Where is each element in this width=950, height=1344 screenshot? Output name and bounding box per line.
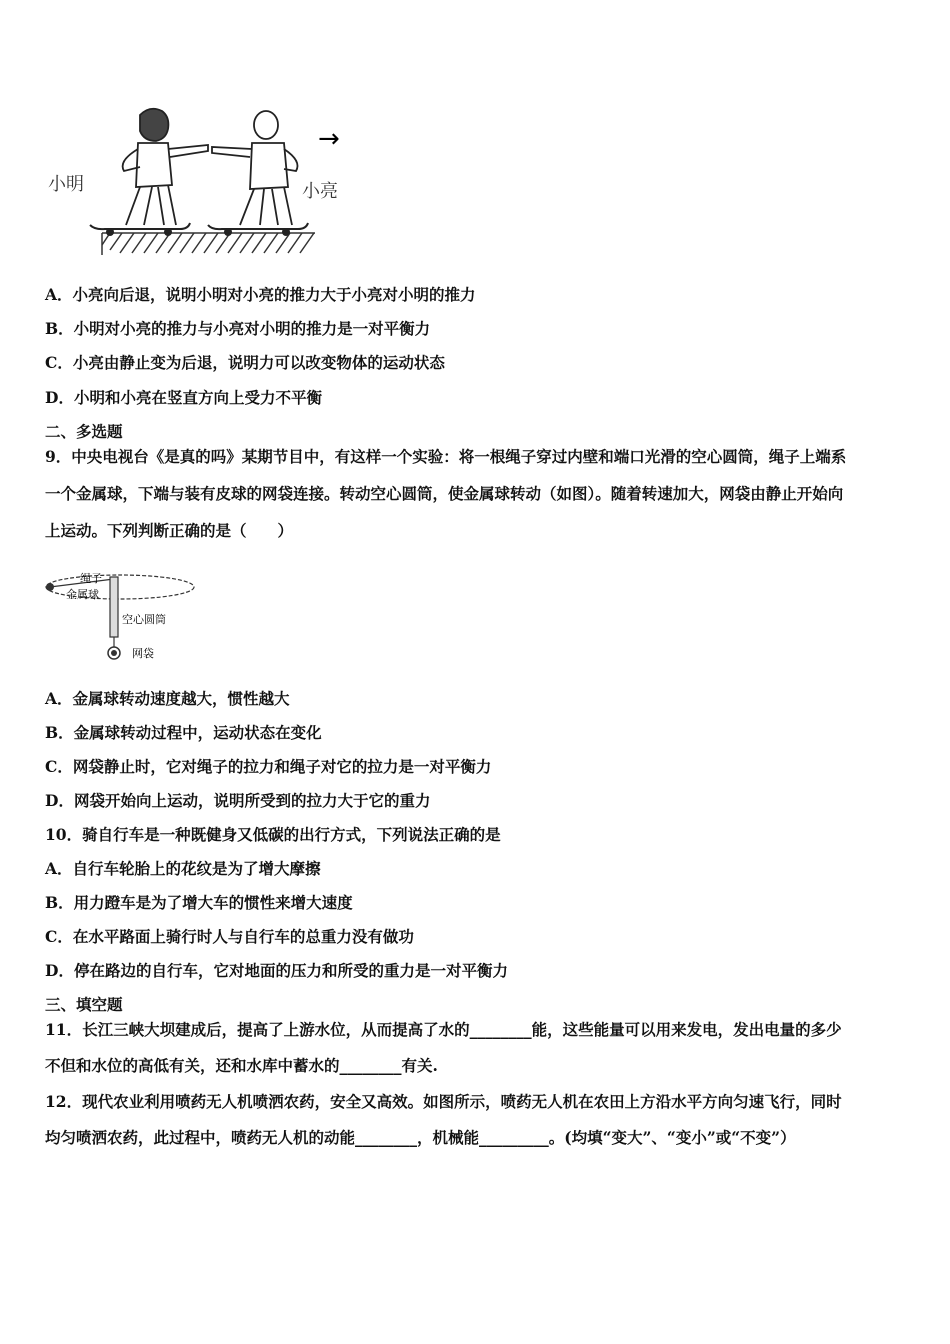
rotating-tube-figure [42, 565, 202, 665]
q11-line2: 不但和水位的高低有关，还和水库中蓄水的________有关. [45, 1056, 438, 1075]
q12-line1: 12．现代农业利用喷药无人机喷洒农药，安全又高效。如图所示，喷药无人机在农田上方沿水平方向匀速飞行，同时 [45, 1092, 842, 1111]
q12-line2: 均匀喷洒农药，此过程中，喷药无人机的动能________，机械能_________。(均填“变大”、“变小”或“不变”） [45, 1128, 796, 1147]
person-xiaoming [123, 109, 208, 225]
label-xiaoming: 小明 [48, 174, 84, 195]
q9-stem-line3: 上运动。下列判断正确的是（ ） [45, 521, 294, 540]
label-hollow-tube: 空心圆筒 [122, 613, 166, 626]
q9-option-a: A．金属球转动速度越大，惯性越大 [45, 689, 290, 708]
hollow-tube-shape [110, 577, 118, 637]
q10-option-b: B．用力蹬车是为了增大车的惯性来增大速度 [45, 893, 353, 912]
q11-line1: 11．长江三峡大坝建成后，提高了上游水位，从而提高了水的________能，这些能量可以用来发电，发出电量的多少 [45, 1020, 842, 1039]
q10-stem: 10．骑自行车是一种既健身又低碳的出行方式，下列说法正确的是 [45, 825, 501, 844]
label-xiaoliang: 小亮 [302, 181, 338, 202]
section-heading-fill-blank: 三、填空题 [45, 995, 123, 1014]
label-metal-ball: 金属球 [66, 588, 99, 601]
q8-option-c: C．小亮由静止变为后退，说明力可以改变物体的运动状态 [45, 353, 445, 372]
q8-option-b: B．小明对小亮的推力与小亮对小明的推力是一对平衡力 [45, 319, 431, 338]
q9-stem-line1: 9．中央电视台《是真的吗》某期节目中，有这样一个实验：将一根绳子穿过内壁和端口光滑的空心圆筒，绳子上端系 [45, 447, 847, 466]
q9-option-b: B．金属球转动过程中，运动状态在变化 [45, 723, 322, 742]
q8-option-a: A．小亮向后退，说明小明对小亮的推力大于小亮对小明的推力 [45, 285, 476, 304]
q10-option-a: A．自行车轮胎上的花纹是为了增大摩擦 [45, 859, 321, 878]
person-xiaoliang [212, 111, 298, 225]
q9-stem-line2: 一个金属球，下端与装有皮球的网袋连接。转动空心圆筒，使金属球转动（如图）。随着转速加大，网袋由静止开始向 [45, 484, 844, 503]
label-rope: 绳子 [80, 572, 102, 585]
direction-arrow: → [318, 124, 340, 154]
q10-option-c: C．在水平路面上骑行时人与自行车的总重力没有做功 [45, 927, 414, 946]
skateboard-push-figure [40, 105, 370, 265]
q8-option-d: D．小明和小亮在竖直方向上受力不平衡 [45, 388, 322, 407]
label-net-bag: 网袋 [132, 647, 154, 660]
section-heading-multiple-choice: 二、多选题 [45, 422, 123, 441]
ground [102, 233, 315, 255]
q9-option-d: D．网袋开始向上运动，说明所受到的拉力大于它的重力 [45, 791, 431, 810]
q10-option-d: D．停在路边的自行车，它对地面的压力和所受的重力是一对平衡力 [45, 961, 508, 980]
q9-option-c: C．网袋静止时，它对绳子的拉力和绳子对它的拉力是一对平衡力 [45, 757, 492, 776]
